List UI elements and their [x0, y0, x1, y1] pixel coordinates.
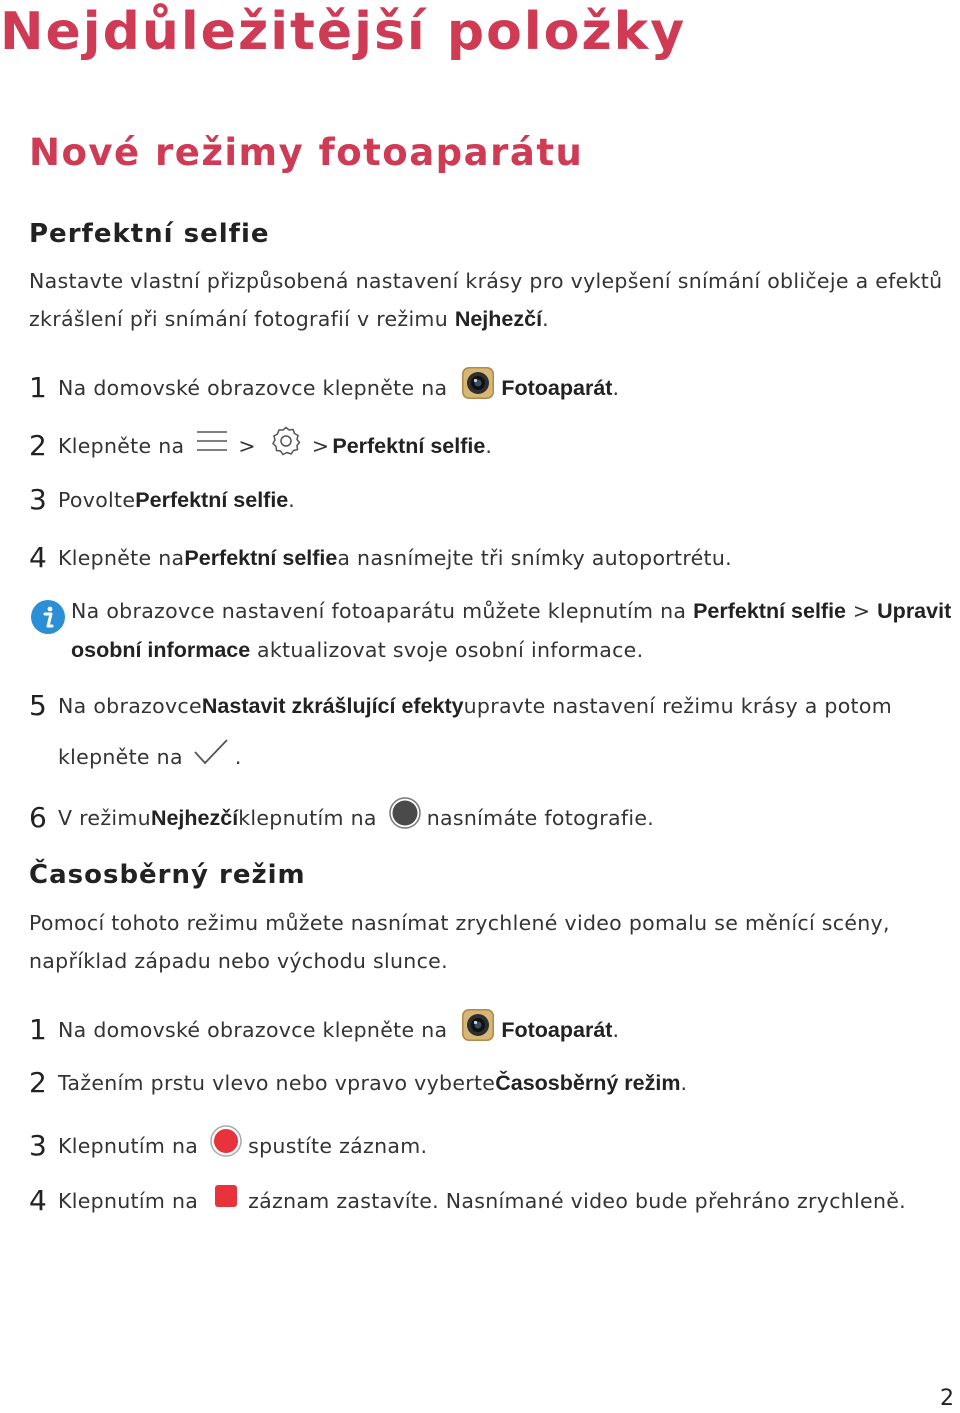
text: . [485, 434, 493, 458]
step-text: Povolte [58, 488, 136, 512]
timelapse-intro [29, 904, 890, 980]
text: Na obrazovce nastavení fotoaparátu můžete klepnutím na [71, 599, 694, 623]
step-number: 2 [29, 1066, 48, 1099]
camera-app-icon [461, 366, 495, 410]
text: . [680, 1071, 688, 1095]
record-button-icon [210, 1125, 242, 1167]
step-number: 1 [29, 1013, 48, 1046]
text: . [234, 745, 242, 769]
text: . [612, 1018, 620, 1042]
step-number: 3 [29, 1129, 48, 1162]
text: spustíte záznam. [248, 1134, 428, 1158]
timelapse-step-2 [29, 1066, 687, 1100]
selfie-heading: Perfektní selfie [29, 219, 270, 249]
step-text: Na domovské obrazovce klepněte na [58, 376, 448, 400]
step-text: V režimu [58, 806, 151, 830]
camera-app-icon [461, 1008, 495, 1052]
selfie-step-3 [29, 483, 295, 517]
note-text [71, 592, 951, 670]
mode-name: Nejhezčí [150, 806, 239, 830]
text: . [288, 488, 296, 512]
selfie-step-5-cont [58, 738, 242, 776]
step-number: 1 [29, 371, 48, 404]
app-name: Fotoaparát [501, 376, 613, 400]
timelapse-intro-line-1: Pomocí tohoto režimu můžete nasnímat zrychlené video pomalu se měnící scény, [29, 911, 890, 935]
app-name: Fotoaparát [501, 1018, 613, 1042]
step-number: 3 [29, 483, 48, 516]
setting-name: Upravit [877, 599, 952, 623]
step-text: Na obrazovce [58, 694, 202, 718]
step-text: Klepnutím na [58, 1134, 199, 1158]
page-title: Nejdůležitější položky [0, 2, 687, 62]
setting-name: Perfektní selfie [693, 599, 847, 623]
settings-gear-icon [270, 425, 302, 467]
step-text: Klepněte na [58, 546, 185, 570]
separator: > [311, 434, 330, 458]
page-number: 2 [940, 1386, 954, 1411]
timelapse-step-4 [29, 1184, 906, 1218]
step-text: Na domovské obrazovce klepněte na [58, 1018, 448, 1042]
step-number: 6 [29, 801, 48, 834]
selfie-step-5 [29, 689, 892, 723]
note-line-1 [71, 592, 951, 631]
step-text: klepněte na [58, 745, 183, 769]
setting-name: osobní informace [71, 638, 251, 662]
setting-name: Perfektní selfie [332, 434, 486, 458]
selfie-step-1 [29, 366, 619, 410]
selfie-intro-line-1: Nastavte vlastní přizpůsobená nastavení krásy pro vylepšení snímání obličeje a efektů [29, 269, 943, 293]
checkmark-icon [193, 738, 229, 776]
separator: > [846, 599, 878, 623]
timelapse-intro-line-2: například západu nebo východu slunce. [29, 949, 448, 973]
timelapse-step-1 [29, 1008, 619, 1052]
text: . [542, 307, 549, 331]
step-text: Klepnutím na [58, 1189, 199, 1213]
text: upravte nastavení režimu krásy a potom [463, 694, 892, 718]
mode-name: Časosběrný režim [495, 1071, 681, 1095]
step-number: 2 [29, 429, 48, 462]
shutter-button-icon [389, 797, 421, 839]
text: . [612, 376, 620, 400]
text: aktualizovat svoje osobní informace. [250, 638, 644, 662]
text: klepnutím na [238, 806, 377, 830]
step-number: 5 [29, 689, 48, 722]
stop-button-icon [214, 1184, 238, 1218]
screen-name: Nastavit zkrášlující efekty [201, 694, 464, 718]
timelapse-step-3 [29, 1125, 427, 1167]
setting-name: Perfektní selfie [135, 488, 289, 512]
text: záznam zastavíte. Nasnímané video bude přehráno zrychleně. [248, 1189, 906, 1213]
step-number: 4 [29, 1184, 48, 1217]
selfie-step-2 [29, 425, 492, 467]
step-text: Klepněte na [58, 434, 185, 458]
mode-name: Nejhezčí [454, 307, 543, 331]
setting-name: Perfektní selfie [184, 546, 338, 570]
selfie-step-4 [29, 541, 732, 575]
selfie-step-6 [29, 797, 654, 839]
menu-icon [196, 429, 228, 463]
section-title: Nové režimy fotoaparátu [29, 131, 584, 174]
text: nasnímáte fotografie. [426, 806, 655, 830]
step-number: 4 [29, 541, 48, 574]
selfie-intro-line-2 [29, 300, 942, 338]
note-line-2 [71, 631, 951, 670]
text: zkrášlení při snímání fotografií v režimu [29, 307, 455, 331]
text: a nasnímejte tři snímky autoportrétu. [337, 546, 733, 570]
separator: > [238, 434, 256, 458]
selfie-intro [29, 262, 942, 338]
step-text: Tažením prstu vlevo nebo vpravo vyberte [58, 1071, 496, 1095]
timelapse-heading: Časosběrný režim [29, 860, 306, 890]
info-icon [30, 599, 66, 639]
